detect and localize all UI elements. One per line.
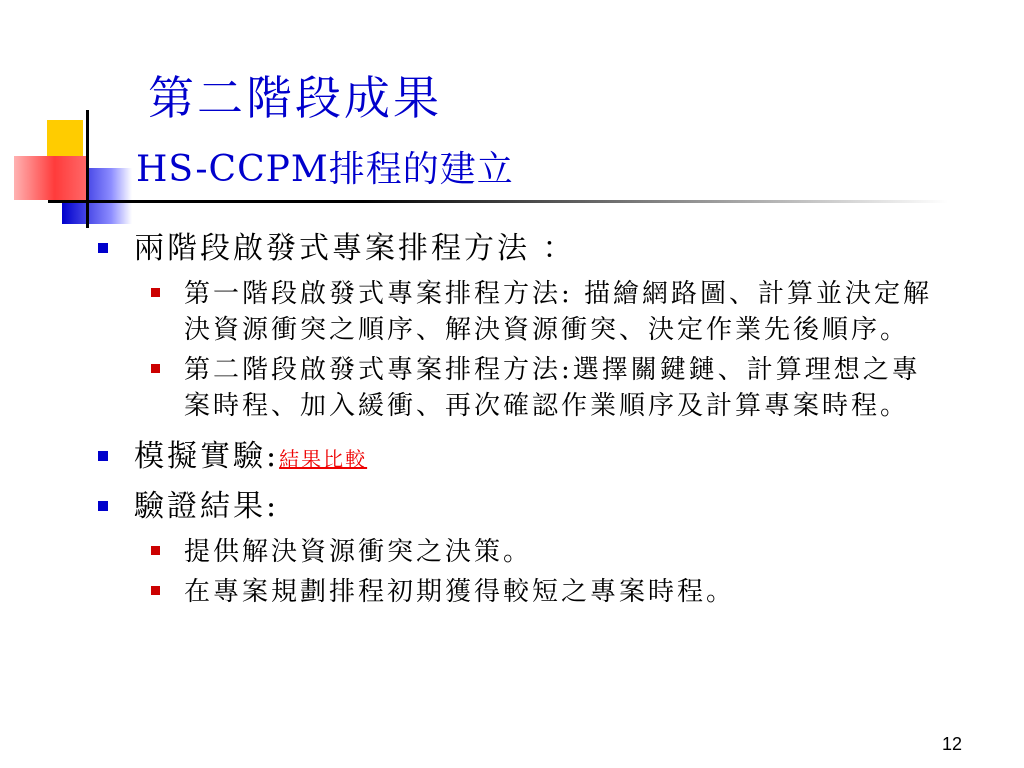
yellow-square-decoration bbox=[47, 120, 83, 160]
bullet-two-stage-method bbox=[98, 228, 938, 270]
red-square-decoration bbox=[14, 156, 88, 200]
sub-bullet-shorter-schedule bbox=[98, 574, 938, 610]
sub-bullet-stage-two bbox=[98, 352, 938, 424]
bullet-simulation bbox=[98, 436, 938, 480]
bullet-text: 模擬實驗: bbox=[134, 439, 280, 474]
sub-bullet-text: 第二階段啟發式專案排程方法:選擇關鍵鏈、計算理想之專案時程、加入緩衝、再次確認作業順序及計算專案時程。 bbox=[184, 355, 921, 421]
square-bullet-icon bbox=[98, 451, 108, 461]
sub-bullet-text: 第一階段啟發式專案排程方法: 描繪網路圖、計算並決定解決資源衝突之順序、解決資源衝突、決定作業先後順序。 bbox=[184, 279, 933, 345]
sub-bullet-text: 提供解決資源衝突之決策。 bbox=[184, 537, 533, 567]
bullet-text: 兩階段啟發式專案排程方法 ： bbox=[134, 231, 576, 266]
slide-subtitle: HS-CCPM排程的建立 bbox=[136, 149, 514, 190]
sub-bullet-text: 在專案規劃排程初期獲得較短之專案時程。 bbox=[184, 577, 736, 607]
slide-title: 第二階段成果 bbox=[148, 71, 442, 125]
bullet-verification bbox=[98, 486, 938, 528]
bullet-text: 驗證結果: bbox=[134, 489, 280, 524]
vertical-line-decoration bbox=[86, 110, 89, 228]
sub-bullet-stage-one bbox=[98, 276, 938, 348]
square-bullet-icon bbox=[151, 288, 160, 297]
slide-body bbox=[98, 228, 938, 614]
square-bullet-icon bbox=[151, 364, 160, 373]
page-number: 12 bbox=[941, 734, 962, 754]
title-decoration bbox=[0, 0, 150, 240]
sub-bullet-decision bbox=[98, 534, 938, 570]
square-bullet-icon bbox=[151, 586, 160, 595]
results-comparison-link[interactable]: 結果比較 bbox=[279, 447, 368, 471]
square-bullet-icon bbox=[151, 546, 160, 555]
title-underline bbox=[48, 200, 948, 203]
square-bullet-icon bbox=[98, 501, 108, 511]
square-bullet-icon bbox=[98, 243, 108, 253]
